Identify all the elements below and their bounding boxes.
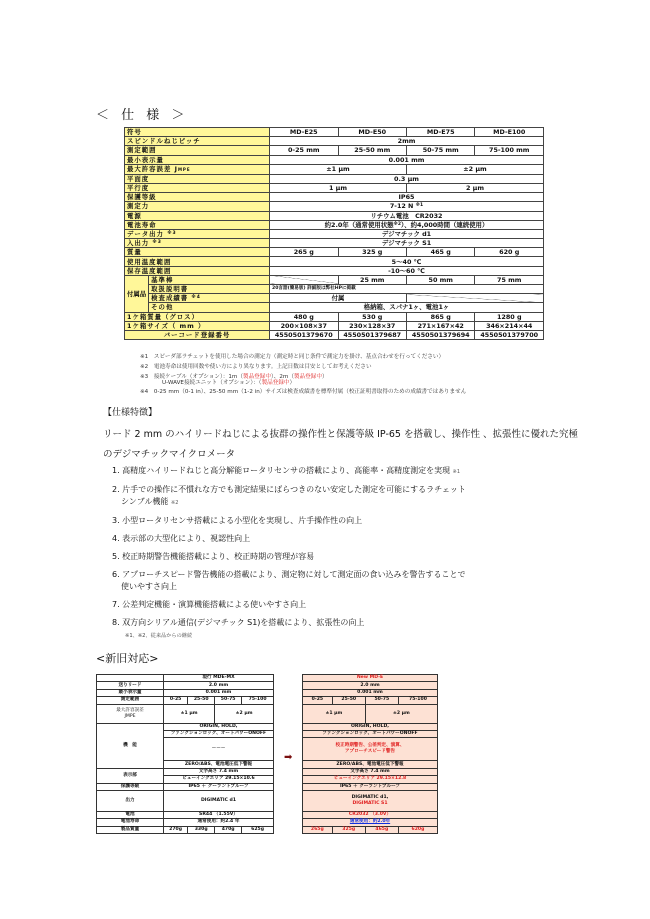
table-row: 平面度 0.3 μm	[125, 174, 544, 183]
table-row: 使用温度範囲 5～40 ℃	[125, 257, 544, 266]
table-row: 保護等級 IP65	[125, 193, 544, 202]
table-row: 電源 リチウム電池 CR2032	[125, 211, 544, 220]
note-2: ※2 電池寿命は使用回数や使い方により異なります。上記日数は目安としてお考えください	[140, 364, 372, 370]
table-row: 保存温度範囲 -10～60 ℃	[125, 266, 544, 275]
note-4: ※4 0-25 mm（0-1 in）、25-50 mm（1-2 in）サイズは検査成績書を標準付属（校正証明書取得のための成績書ではありません	[140, 389, 467, 395]
note-1: ※1 スピーダ部ラチェットを使用した場合の測定力（測定時と同じ条件で測定力を掛け、基点合わせを行ってください）	[140, 354, 445, 360]
table-row: バーコード登録番号 4550501379670 4550501379687 4550501379694 4550501379700	[125, 330, 544, 339]
list-item: 6. アプローチスピード警告機能の搭載により、測定物に対して測定面の食い込みを警告することで 使いやすさ向上	[112, 570, 466, 591]
table-row: 電池寿命 約2.0年（通常使用状態$^{※2}$）、約4,000時間（連続使用）	[125, 220, 544, 229]
spec-heading: ＜ 仕 様 ＞	[96, 108, 189, 123]
table-row: 質量 265 g 325 g 465 g 620 g	[125, 248, 544, 257]
list-item: 1. 高精度ハイリードねじと高分解能ロータリセンサの搭載により、高能率・高精度測定を実現 ※1	[112, 466, 461, 475]
list-item: 5. 校正時期警告機能搭載により、校正時期の管理が容易	[112, 552, 315, 561]
list-item: 8. 双方向シリアル通信(デジマチック S1)を搭載により、拡張性の向上	[112, 618, 365, 627]
list-item: 4. 表示部の大型化により、視認性向上	[112, 534, 251, 543]
table-row: 平行度 1 μm 2 μm	[125, 183, 544, 192]
table-row: 付属品 基準棒 25 mm 50 mm 75 mm	[125, 275, 544, 284]
new-model-table: New MD-E 2.0 mm 0.001 mm 0-25 25-50 50-75 75-100 ±1 μm ±2 μm ORIGIN, HOLD, ファンクションロック、オートパワーONOFF 校正時期警告、公差判定、演算、 アプローチスピード警告 ZERO/ABS、電池電圧低下警報 文字高さ 7.4 mm ビューイングエリア 29.15×12.8 IP65 ＋ クーラントプルーフ DIGIMATIC d1, DIGIMATIC S1 CR2032 （3.0V） 通常使用：約2.0年 265g 325g 465g 620g	[302, 674, 438, 834]
old-model-table: 現行 MDE-MX 送りリード 2.0 mm 最小表示量 0.001 mm 測定範囲 0-25 25-50 50-75 75-100 最大許容誤差 JMPE ±1 μm ±2 μm 機 能 ORIGIN, HOLD, ファンクションロック、オートパワーONOFF －－－ ZERO/ABS、電池電圧低下警報 表示部 文字高さ 7.4 mm ビューイングエリア 29.15×10.6 保護等級 IP65 ＋ クーラントプルーフ 出力 DIGIMATIC d1 電池 SR44 （1.55V） 電池寿命 通常使用：約2.4 年 製品質量 270g 330g 470g 625g	[96, 674, 274, 834]
table-row: データ出力 $^{※3}$ デジマチック d1	[125, 229, 544, 238]
table-row: スピンドルねじピッチ 2mm	[125, 137, 544, 146]
table-row: 最小表示量 0.001 mm	[125, 155, 544, 164]
features-list	[112, 465, 582, 635]
features-title: 【仕様特徴】	[103, 408, 158, 418]
comparison-heading: <新旧対応>	[96, 652, 159, 665]
table-row: 測定範囲 0-25 mm 25-50 mm 50-75 mm 75-100 mm	[125, 146, 544, 155]
table-row: 検査成績書 $^{※4}$ 付属	[125, 294, 544, 303]
table-row: 測定力 7-12 N $^{※1}$	[125, 202, 544, 211]
features-footnote: ※1、※2、従来品からの継続	[125, 633, 193, 639]
list-item: 3. 小型ロータリセンサ搭載による小型化を実現し、片手操作性の向上	[112, 516, 363, 525]
table-row: 入出力 $^{※3}$ デジマチック S1	[125, 239, 544, 248]
features-lead: リード 2 mm のハイリードねじによる抜群の操作性と保護等級 IP-65 を搭載し、操作性 、拡張性に優れた究極のデジマチックマイクロメータ	[103, 429, 579, 460]
table-row: 取扱説明書 20言語(簡易版) 詳細版は弊社HPに掲載	[125, 285, 544, 294]
table-row: 最大許容誤差 JMPE ±1 μm ±2 μm	[125, 164, 544, 174]
arrow-right-icon: ➡	[284, 752, 293, 763]
spec-table	[124, 127, 544, 340]
spec-notes	[140, 352, 466, 397]
list-item: 7. 公差判定機能・演算機能搭載による使いやすさ向上	[112, 600, 307, 609]
note-3b: U-WAVE接続ユニット（オプション）：（製品登録中）	[162, 380, 296, 386]
table-row: 1ケ箱サイズ（ mm ） 200×108×37 230×128×37 271×167×42 346×214×44	[125, 321, 544, 330]
table-row: 1ケ箱質量（グロス） 480 g 530 g 865 g 1280 g	[125, 312, 544, 321]
note-3: ※3 接続ケーブル（オプション）：1m（製品登録中）、2m（製品登録中）	[140, 374, 328, 380]
list-item: 2. 片手での操作に不慣れな方でも測定結果にばらつきのない安定した測定を可能にするラチェット シンブル機能 ※2	[112, 485, 466, 506]
table-row: 符号 MD-E25 MD-E50 MD-E75 MD-E100	[125, 128, 544, 137]
table-row: その他 格納箱、スパナ1ヶ、電池1ヶ	[125, 303, 544, 312]
